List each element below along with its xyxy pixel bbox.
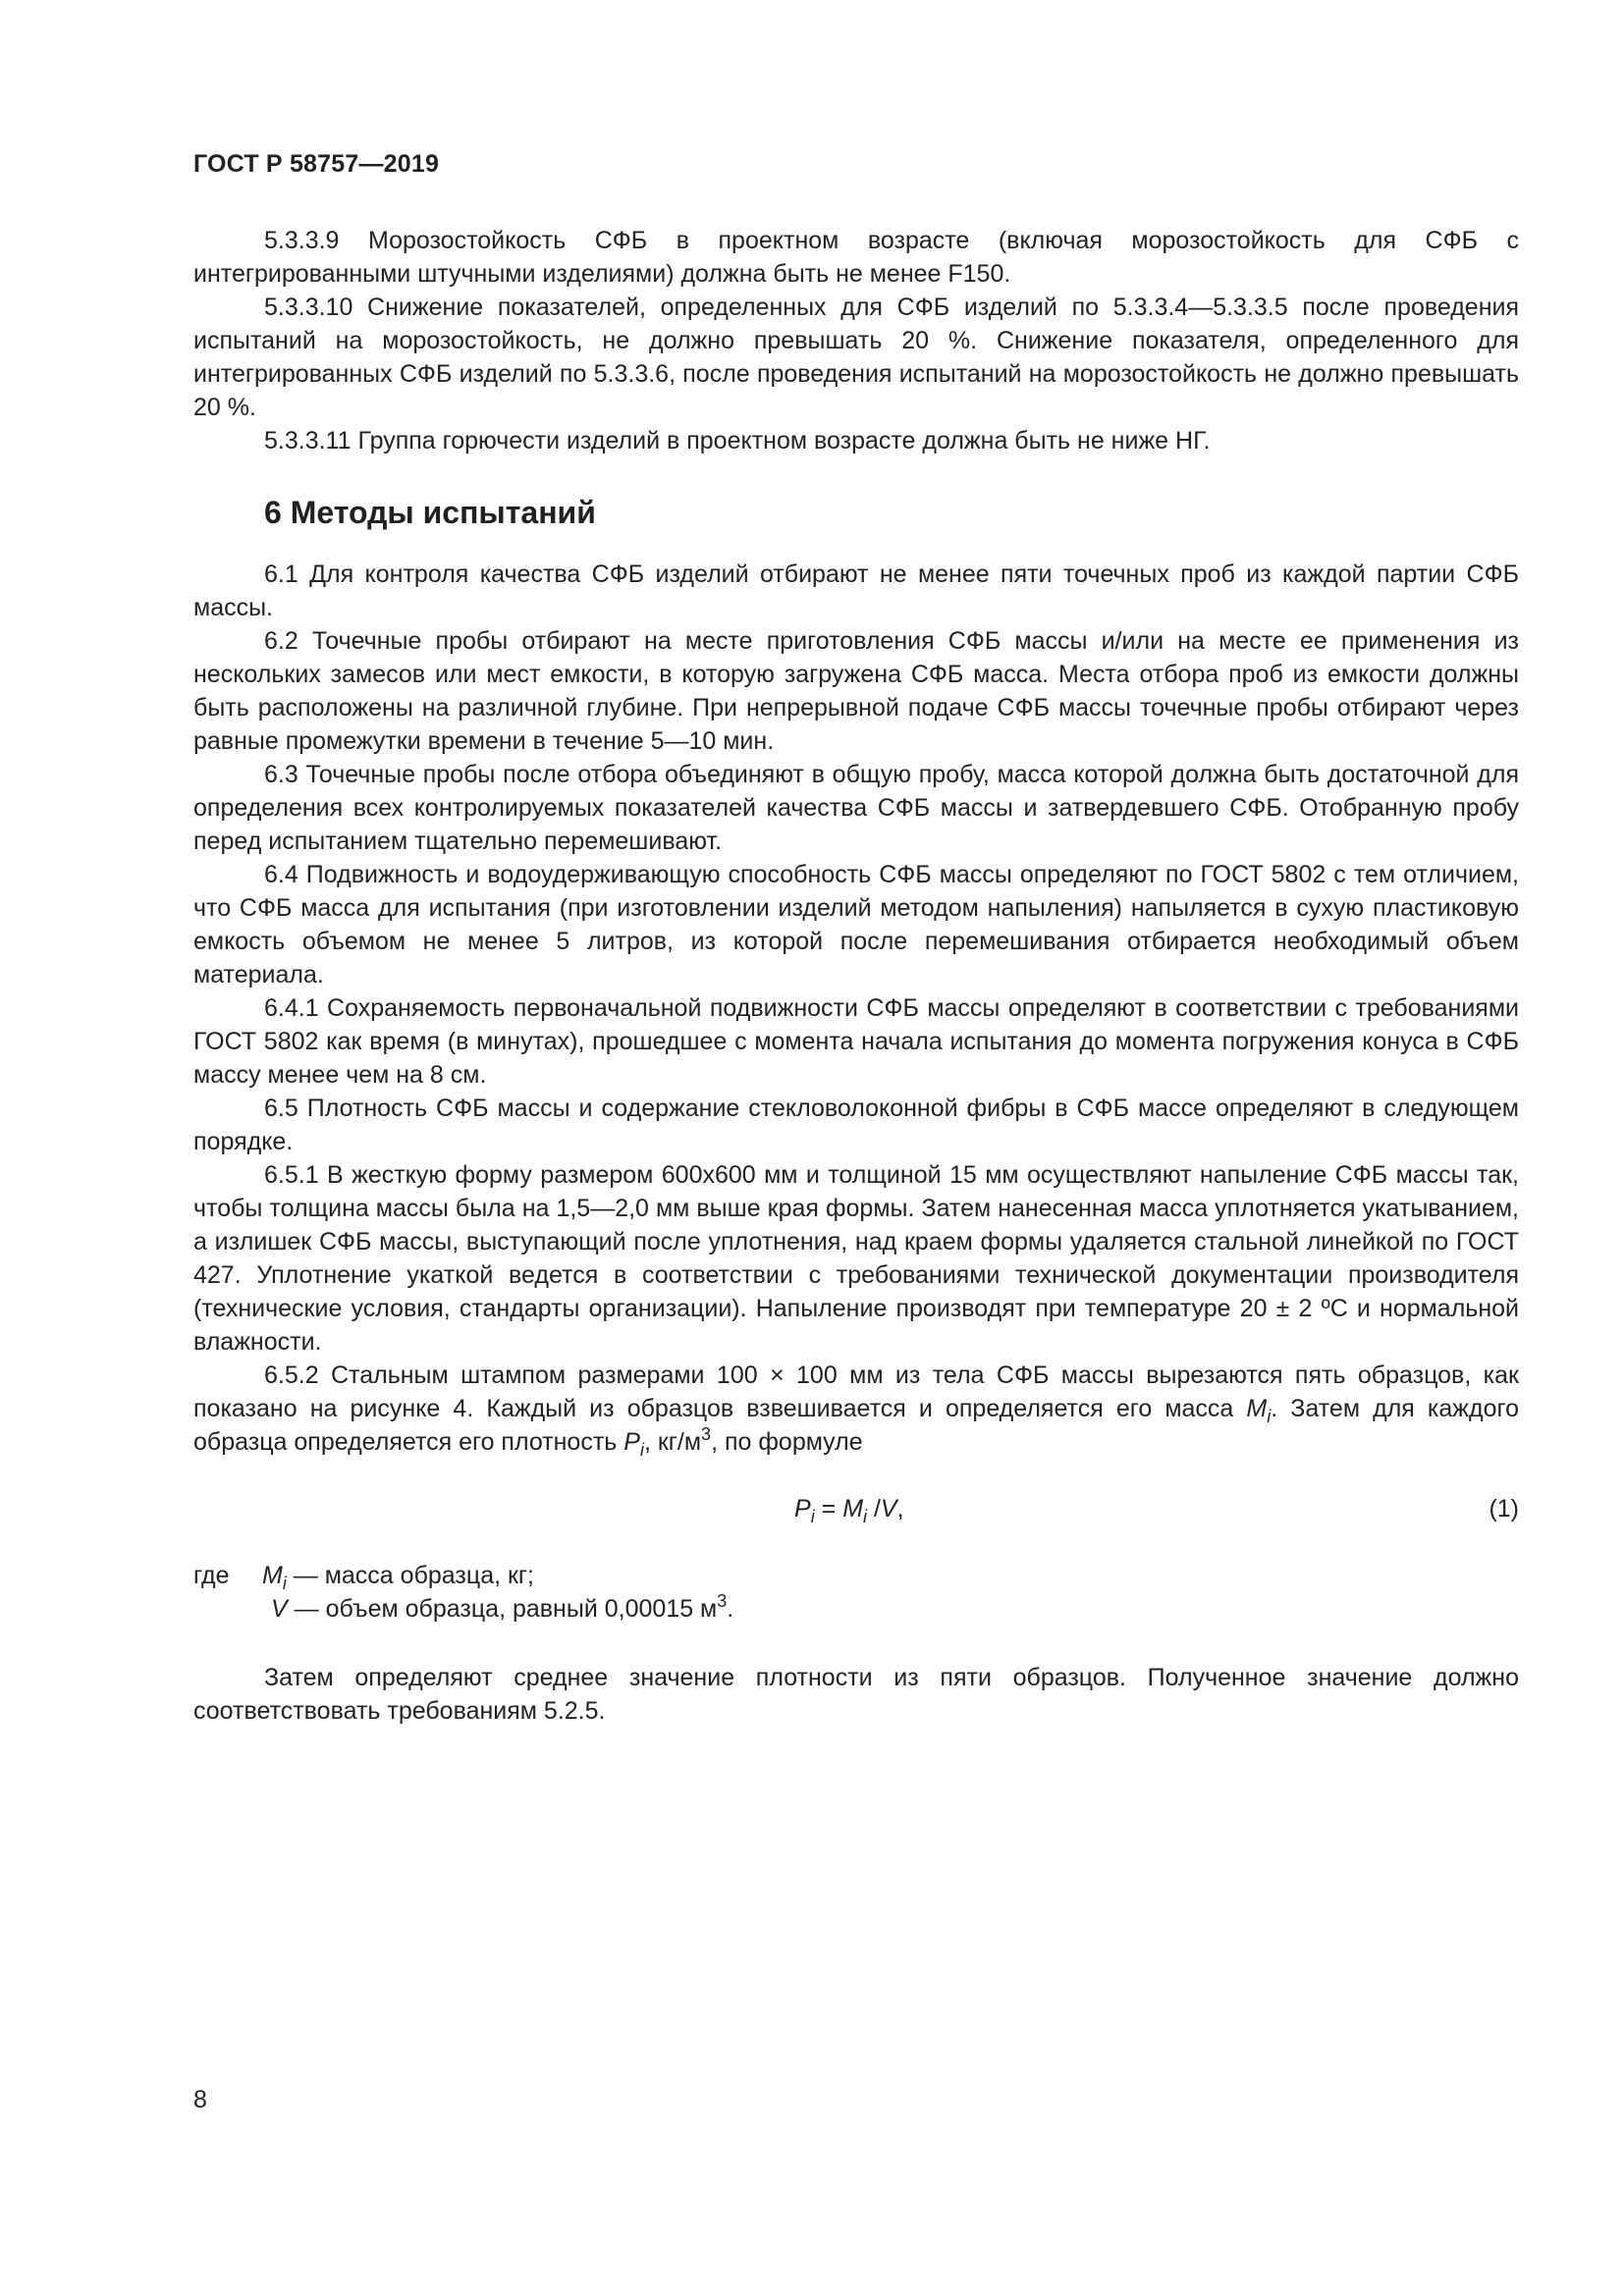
document-body xyxy=(193,224,1519,1728)
where-row-volume xyxy=(193,1592,1519,1626)
mass-subscript: i xyxy=(1267,1407,1272,1426)
where-mass-definition xyxy=(262,1559,534,1592)
paragraph-6-4: 6.4 Подвижность и водоудерживающую способность СФБ массы определяют по ГОСТ 5802 с тем отличием, что СФБ масса для испытания (при изготовлении изделий методом напыления) напыляется в сухую пластиковую емкость объемом не менее 5 литров, из которой после перемешивания отбирается необходимый объем материала. xyxy=(193,861,1519,988)
where-mass-var: M xyxy=(262,1562,283,1589)
where-volume-end: . xyxy=(727,1595,734,1623)
where-word: где xyxy=(193,1562,230,1589)
section-title: 6 Методы испытаний xyxy=(264,495,596,530)
document-header: ГОСТ Р 58757—2019 xyxy=(193,150,440,178)
where-volume-var: V xyxy=(271,1595,288,1623)
where-volume-sup: 3 xyxy=(717,1591,728,1611)
formula-lhs-sub: i xyxy=(810,1507,815,1526)
where-volume-text: — объем образца, равный 0,00015 м xyxy=(287,1595,718,1623)
paragraph-5-3-3-11: 5.3.3.11 Группа горючести изделий в проектном возрасте должна быть не ниже НГ. xyxy=(264,427,1211,454)
paragraph-6-3: 6.3 Точечные пробы после отбора объединяют в общую пробу, масса которой должна быть достаточной для определения всех контролируемых показателей качества СФБ массы и затвердевшего СФБ. Отобранную пробу перед испытанием тщательно перемешивают. xyxy=(193,761,1519,855)
paragraph-6-4-1: 6.4.1 Сохраняемость первоначальной подвижности СФБ массы определяют в соответствии с требованиями ГОСТ 5802 как время (в минутах), прошедшее с момента начала испытания до момента погружения конуса в СФБ массу менее чем на 8 см. xyxy=(193,994,1519,1089)
density-formula xyxy=(794,1492,904,1525)
where-mass-text: — масса образца, кг; xyxy=(286,1562,534,1589)
paragraph-6-5-1: 6.5.1 В жесткую форму размером 600х600 мм и толщиной 15 мм осуществляют напыление СФБ массы так, чтобы толщина массы была на 1,5—2,0 мм выше края формы. Затем нанесенная масса уплотняется укатыванием, а излишек СФБ массы, выступающий после уплотнения, над краем формы удаляется стальной линейкой по ГОСТ 427. Уплотнение укаткой ведется в соответствии с требованиями технической документации производителя (технические условия, стандарты организации). Напыление производят при температуре 20 ± 2 ºС и нормальной влажности. xyxy=(193,1161,1519,1356)
formula-rhs-var: M xyxy=(842,1495,864,1522)
formula-row xyxy=(193,1492,1519,1525)
formula-lhs-var: P xyxy=(794,1495,811,1522)
formula-comma: , xyxy=(896,1495,904,1522)
paragraph-6-5-2-text-1: 6.5.2 Стальным штампом размерами 100 × 100 мм из тела СФБ массы вырезаются пять образцов, как показано на рисунке 4. Каждый из образцов взвешивается и определяется его масса xyxy=(193,1362,1519,1422)
where-mass-sub: i xyxy=(282,1574,287,1593)
paragraph-6-5-2-text-4: , по формуле xyxy=(711,1428,863,1456)
formula-volume-var: V xyxy=(880,1495,897,1522)
density-variable: P xyxy=(623,1428,640,1456)
paragraph-5-3-3-9: 5.3.3.9 Морозостойкость СФБ в проектном возрасте (включая морозостойкость для СФБ с интегрированными штучными изделиями) должна быть не менее F150. xyxy=(193,227,1519,288)
where-row-mass xyxy=(193,1559,1519,1592)
closing-paragraph: Затем определяют среднее значение плотности из пяти образцов. Полученное значение должно соответствовать требованиям 5.2.5. xyxy=(193,1664,1519,1725)
paragraph-6-2: 6.2 Точечные пробы отбирают на месте приготовления СФБ массы и/или на месте ее применения из нескольких замесов или мест емкости, в которую загружена СФБ масса. Места отбора проб из емкости должны быть расположены на различной глубине. При непрерывной подаче СФБ массы точечные пробы отбирают через равные промежутки времени в течение 5—10 мин. xyxy=(193,627,1519,755)
paragraph-5-3-3-10: 5.3.3.10 Снижение показателей, определенных для СФБ изделий по 5.3.3.4—5.3.3.5 после проведения испытаний на морозостойкость, не должно превышать 20 %. Снижение показателя, определенного для интегрированных СФБ изделий по 5.3.3.6, после проведения испытаний на морозостойкость не должно превышать 20 %. xyxy=(193,294,1519,421)
paragraph-6-5-2-text-3: , кг/м xyxy=(643,1428,702,1456)
formula-equals: = xyxy=(814,1495,843,1522)
paragraph-6-5-2-text-2: . Затем для каждого образца определяется его плотность xyxy=(193,1395,1519,1456)
page-number: 8 xyxy=(193,2086,207,2113)
formula-rhs-sub: i xyxy=(863,1507,868,1526)
formula-number: (1) xyxy=(1489,1495,1519,1522)
density-subscript: i xyxy=(639,1440,644,1460)
unit-superscript: 3 xyxy=(701,1424,712,1444)
paragraph-6-5-2 xyxy=(193,1359,1519,1459)
paragraph-6-1: 6.1 Для контроля качества СФБ изделий отбирают не менее пяти точечных проб из каждой партии СФБ массы. xyxy=(193,561,1519,621)
where-volume-definition xyxy=(271,1592,733,1626)
paragraph-6-5: 6.5 Плотность СФБ массы и содержание стекловолоконной фибры в СФБ массе определяют в следующем порядке. xyxy=(193,1095,1519,1155)
formula-slash: / xyxy=(867,1495,881,1522)
mass-variable: M xyxy=(1246,1395,1268,1422)
